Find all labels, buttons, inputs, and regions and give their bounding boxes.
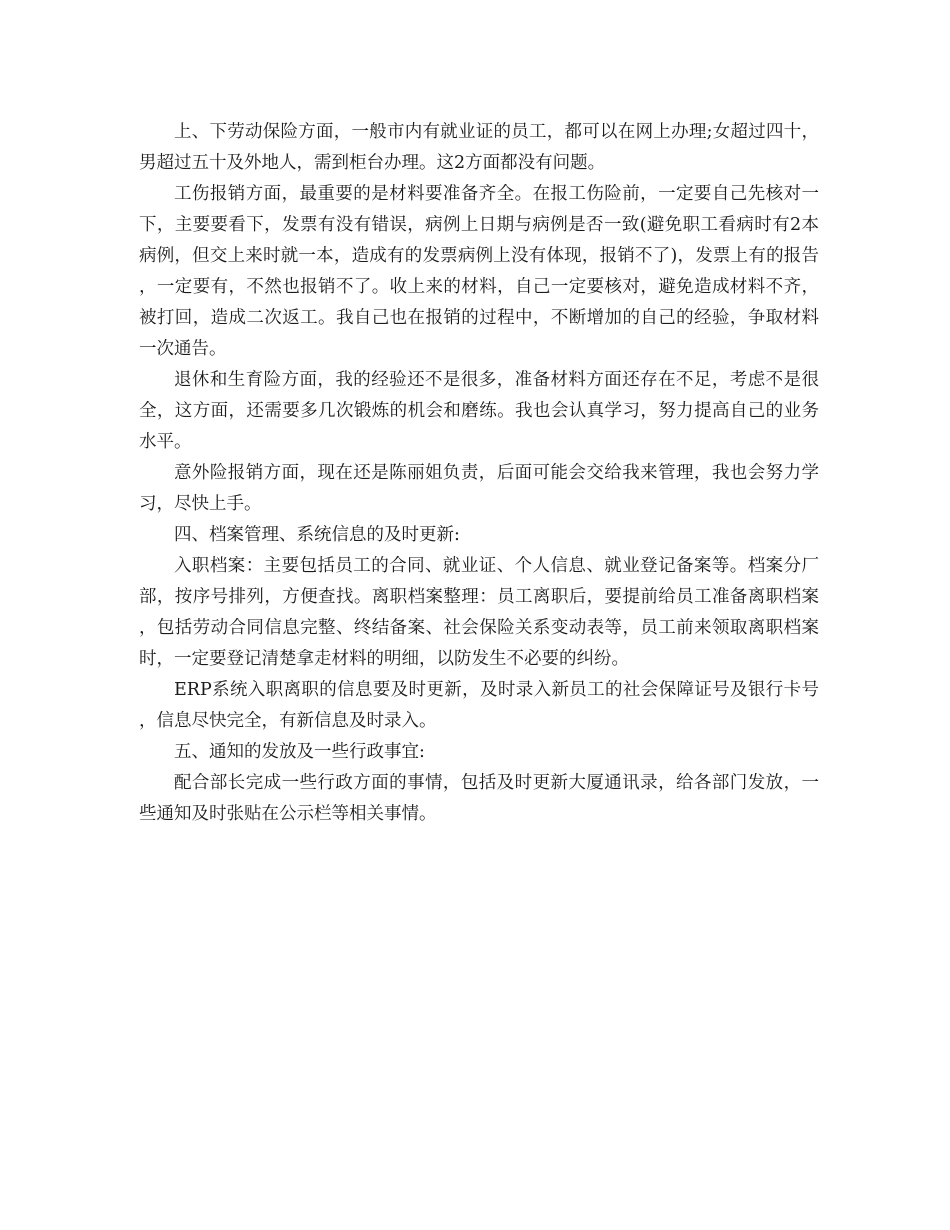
section-heading-archives: 四、档案管理、系统信息的及时更新: <box>174 525 460 545</box>
paragraph-administrative-matters: 配合部长完成一些行政方面的事情，包括及时更新大厦通讯录，给各部门发放，一些通知及时张贴在公示栏等相关事情。 <box>139 773 819 824</box>
section-heading-notices: 五、通知的发放及一些行政事宜: <box>174 742 425 762</box>
paragraph-erp-system: ERP系统入职离职的信息要及时更新，及时录入新员工的社会保障证号及银行卡号，信息尽快完全，有新信息及时录入。 <box>139 680 819 731</box>
paragraph-accident-insurance: 意外险报销方面，现在还是陈丽姐负责，后面可能会交给我来管理，我也会努力学习，尽快上手。 <box>139 463 819 514</box>
paragraph-retirement-maternity: 退休和生育险方面，我的经验还不是很多，准备材料方面还存在不足，考虑不是很全，这方面，还需要多几次锻炼的机会和磨练。我也会认真学习，努力提高自己的业务水平。 <box>139 370 819 452</box>
paragraph-labor-insurance: 上、下劳动保险方面，一般市内有就业证的员工，都可以在网上办理;女超过四十，男超过五十及外地人，需到柜台办理。这2方面都没有问题。 <box>139 122 819 173</box>
paragraph-injury-reimbursement: 工伤报销方面，最重要的是材料要准备齐全。在报工伤险前，一定要自己先核对一下，主要要看下，发票有没有错误，病例上日期与病例是否一致(避免职工看病时有2本病例，但交上来时就一本，造成有的发票病例上没有体现，报销不了)，发票上有的报告，一定要有，不然也报销不了。收上来的材料，自己一定要核对，避免造成材料不齐，被打回，造成二次返工。我自己也在报销的过程中，不断增加的自己的经验，争取材料一次通告。 <box>139 184 819 359</box>
document-body <box>139 117 819 830</box>
paragraph-onboarding-archives: 入职档案：主要包括员工的合同、就业证、个人信息、就业登记备案等。档案分厂部，按序号排列，方便查找。离职档案整理：员工离职后，要提前给员工准备离职档案，包括劳动合同信息完整、终结备案、社会保险关系变动表等，员工前来领取离职档案时，一定要登记清楚拿走材料的明细，以防发生不必要的纠纷。 <box>139 556 819 669</box>
